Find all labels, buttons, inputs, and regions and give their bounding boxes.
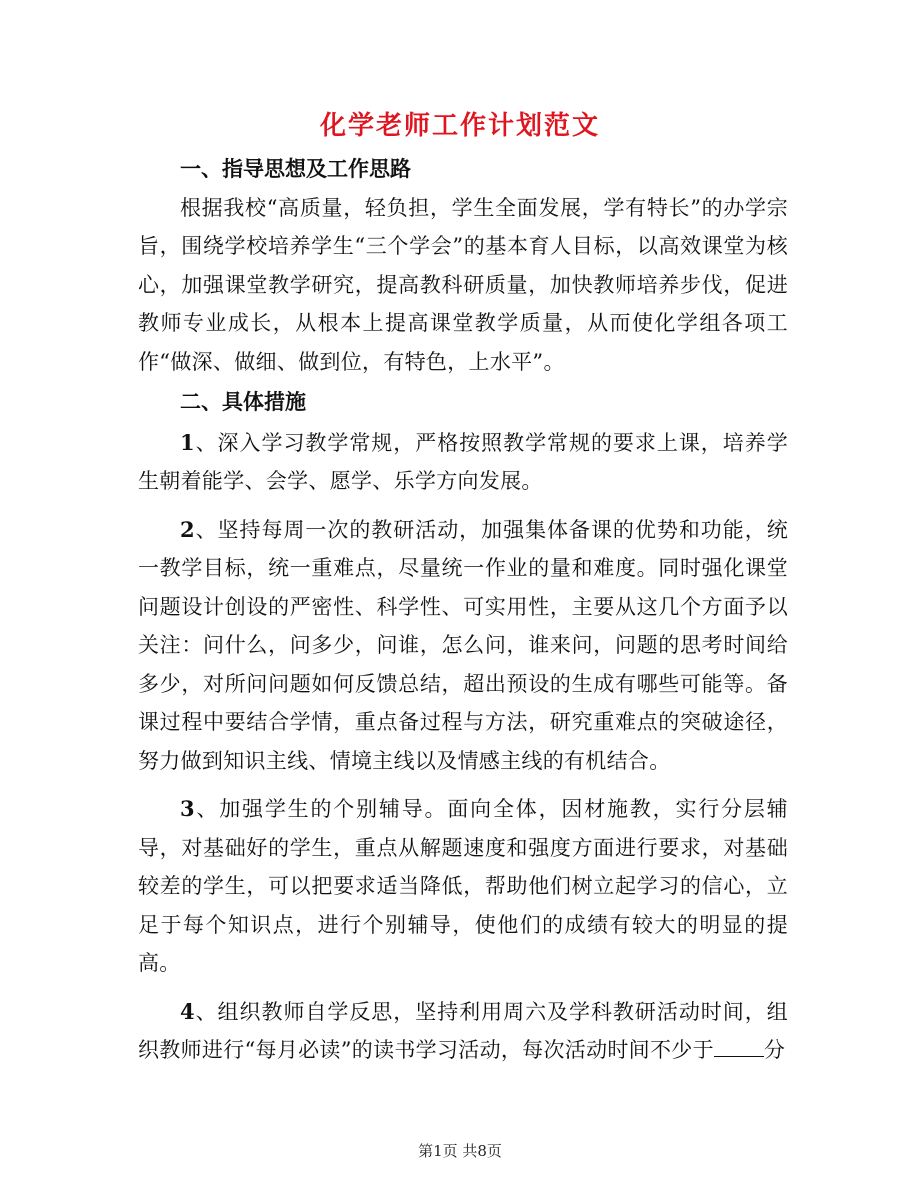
item-number: 2 [180, 516, 195, 542]
list-item [138, 424, 788, 501]
fill-in-blank [714, 1036, 764, 1057]
item-number: 4 [180, 998, 195, 1024]
paragraph-guiding-ideas: 根据我校“高质量，轻负担，学生全面发展，学有特长”的办学宗旨，围绕学校培养学生“三个学会”的基本育人目标，以高效课堂为核心，加强课堂教学研究，提高教科研质量，加快教师培养步伐，促进教师专业成长，从根本上提高课堂教学质量，从而使化学组各项工作“做深、做细、做到位，有特色，上水平”。 [138, 195, 788, 374]
item-text: 、坚持每周一次的教研活动，加强集体备课的优势和功能，统一教学目标，统一重难点，尽量统一作业的量和难度。同时强化课堂问题设计创设的严密性、科学性、可实用性，主要从这几个方面予以关注：问什么，问多少，问谁，怎么问，谁来问，问题的思考时间给多少，对所问问题如何反馈总结，超出预设的生成有哪些可能等。备课过程中要结合学情，重点备过程与方法，研究重难点的突破途径，努力做到知识主线、情境主线以及情感主线的有机结合。 [138, 517, 788, 773]
list-item [138, 993, 788, 1070]
list-item [138, 511, 788, 781]
document-title: 化学老师工作计划范文 [319, 111, 600, 141]
item-text-tail: 分 [763, 1038, 786, 1062]
list-item [138, 790, 788, 983]
page-indicator: 第1页 共8页 [418, 1142, 502, 1160]
item-text: 、深入学习教学常规，严格按照教学常规的要求上课，培养学生朝着能学、会学、愿学、乐学方向发展。 [138, 430, 788, 493]
section-heading-measures: 二、具体措施 [180, 389, 306, 414]
item-text: 、加强学生的个别辅导。面向全体，因材施教，实行分层辅导，对基础好的学生，重点从解题速度和强度方面进行要求，对基础较差的学生，可以把要求适当降低，帮助他们树立起学习的信心，立足于每个知识点，进行个别辅导，使他们的成绩有较大的明显的提高。 [138, 797, 788, 975]
section-heading-guiding-ideas: 一、指导思想及工作思路 [180, 156, 411, 181]
document-body [138, 150, 788, 1070]
item-number: 3 [180, 796, 195, 821]
item-text: 、组织教师自学反思，坚持利用周六及学科教研活动时间，组织教师进行“每月必读”的读书学习活动，每次活动时间不少于 [138, 999, 788, 1062]
item-number: 1 [180, 429, 195, 455]
